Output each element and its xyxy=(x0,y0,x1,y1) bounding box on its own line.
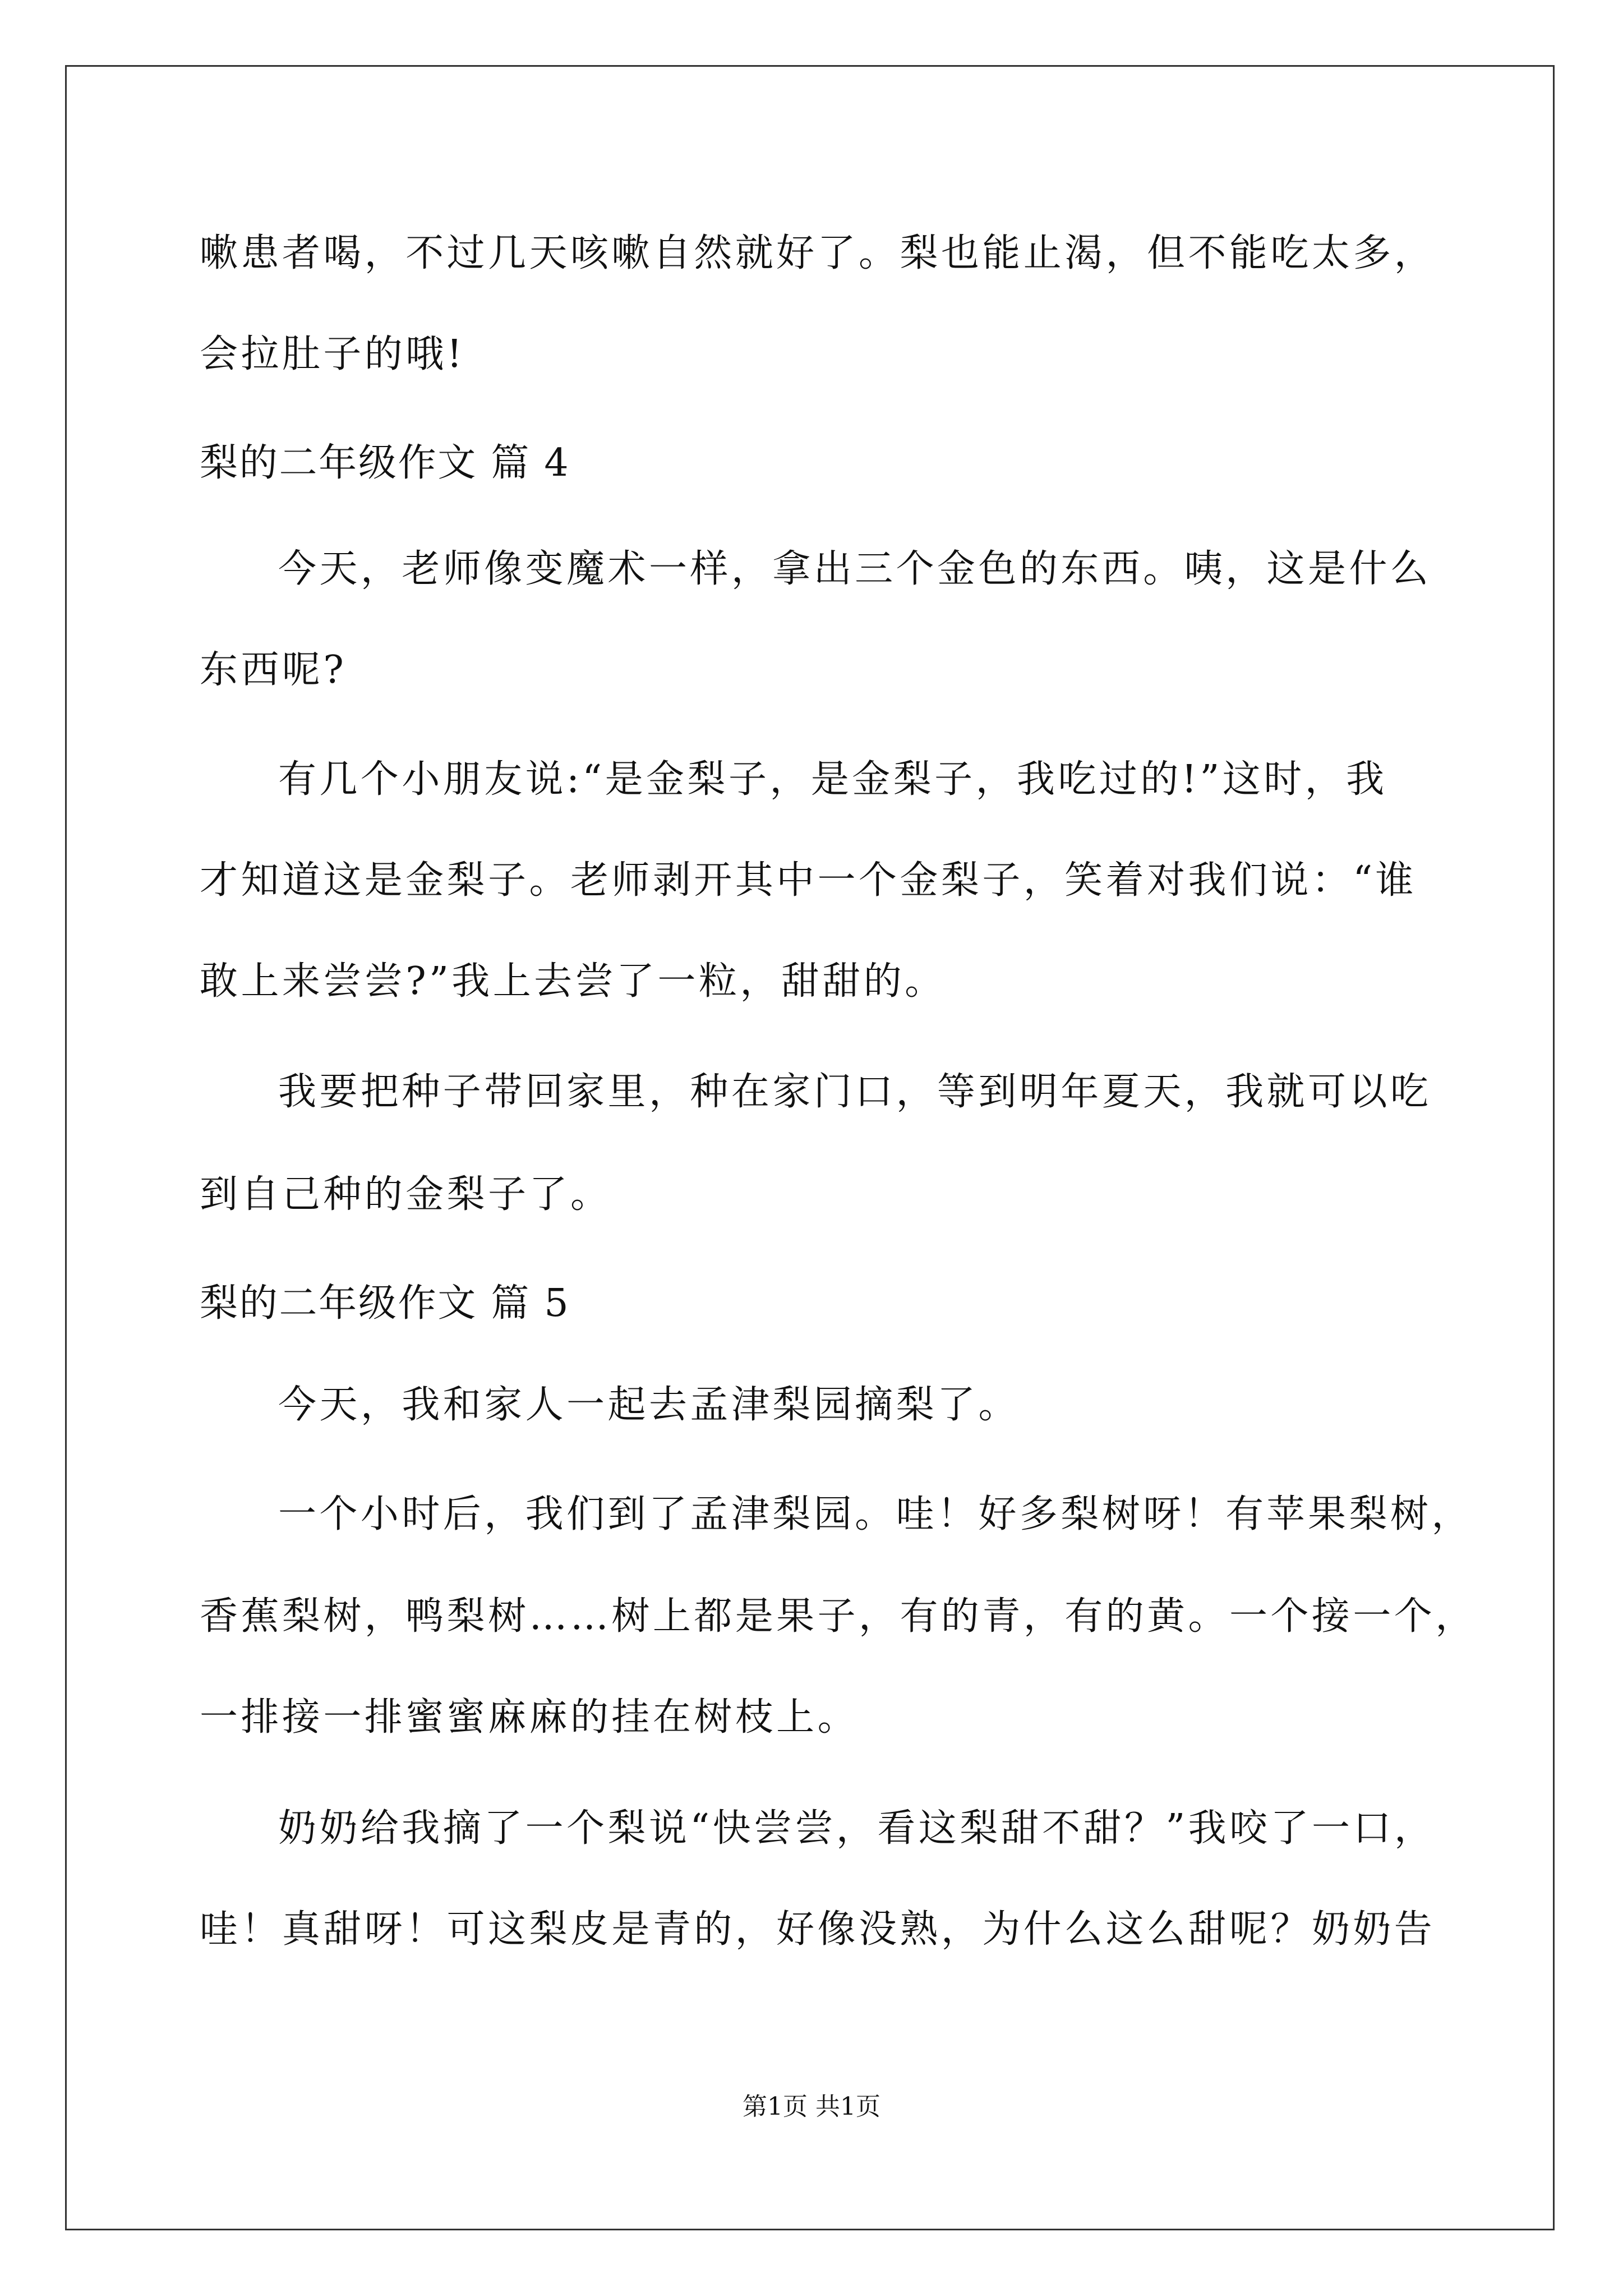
body-line-4: 东西呢? xyxy=(200,648,347,692)
body-line-10: 今天，我和家人一起去孟津梨园摘梨了。 xyxy=(278,1383,1020,1427)
body-line-1: 嗽患者喝，不过几天咳嗽自然就好了。梨也能止渴，但不能吃太多， xyxy=(200,231,1436,275)
body-line-7: 敢上来尝尝?”我上去尝了一粒，甜甜的。 xyxy=(200,959,946,1004)
body-line-15: 哇！真甜呀！可这梨皮是青的，好像没熟，为什么这么甜呢？奶奶告 xyxy=(200,1907,1436,1952)
section-heading-5: 梨的二年级作文 篇 5 xyxy=(200,1281,570,1326)
body-line-11: 一个小时后，我们到了孟津梨园。哇！好多梨树呀！有苹果梨树， xyxy=(278,1492,1473,1536)
body-line-2: 会拉肚子的哦! xyxy=(200,332,465,376)
body-line-13: 一排接一排蜜蜜麻麻的挂在树枝上。 xyxy=(200,1695,859,1740)
body-line-6: 才知道这是金梨子。老师剥开其中一个金梨子，笑着对我们说：“谁 xyxy=(200,858,1417,903)
section-heading-4: 梨的二年级作文 篇 4 xyxy=(200,441,570,485)
body-line-9: 到自己种的金梨子了。 xyxy=(200,1172,612,1217)
body-line-14: 奶奶给我摘了一个梨说“快尝尝，看这梨甜不甜？”我咬了一口， xyxy=(278,1806,1436,1851)
body-line-12: 香蕉梨树，鸭梨树……树上都是果子，有的青，有的黄。一个接一个， xyxy=(200,1594,1477,1639)
body-line-8: 我要把种子带回家里，种在家门口，等到明年夏天，我就可以吃 xyxy=(278,1070,1432,1114)
page-frame xyxy=(65,65,1555,2230)
body-line-3: 今天，老师像变魔术一样，拿出三个金色的东西。咦，这是什么 xyxy=(278,547,1432,591)
body-line-5: 有几个小朋友说:“是金梨子，是金梨子，我吃过的!”这时，我 xyxy=(278,757,1387,802)
page-number: 第1页 共1页 xyxy=(743,2092,880,2121)
